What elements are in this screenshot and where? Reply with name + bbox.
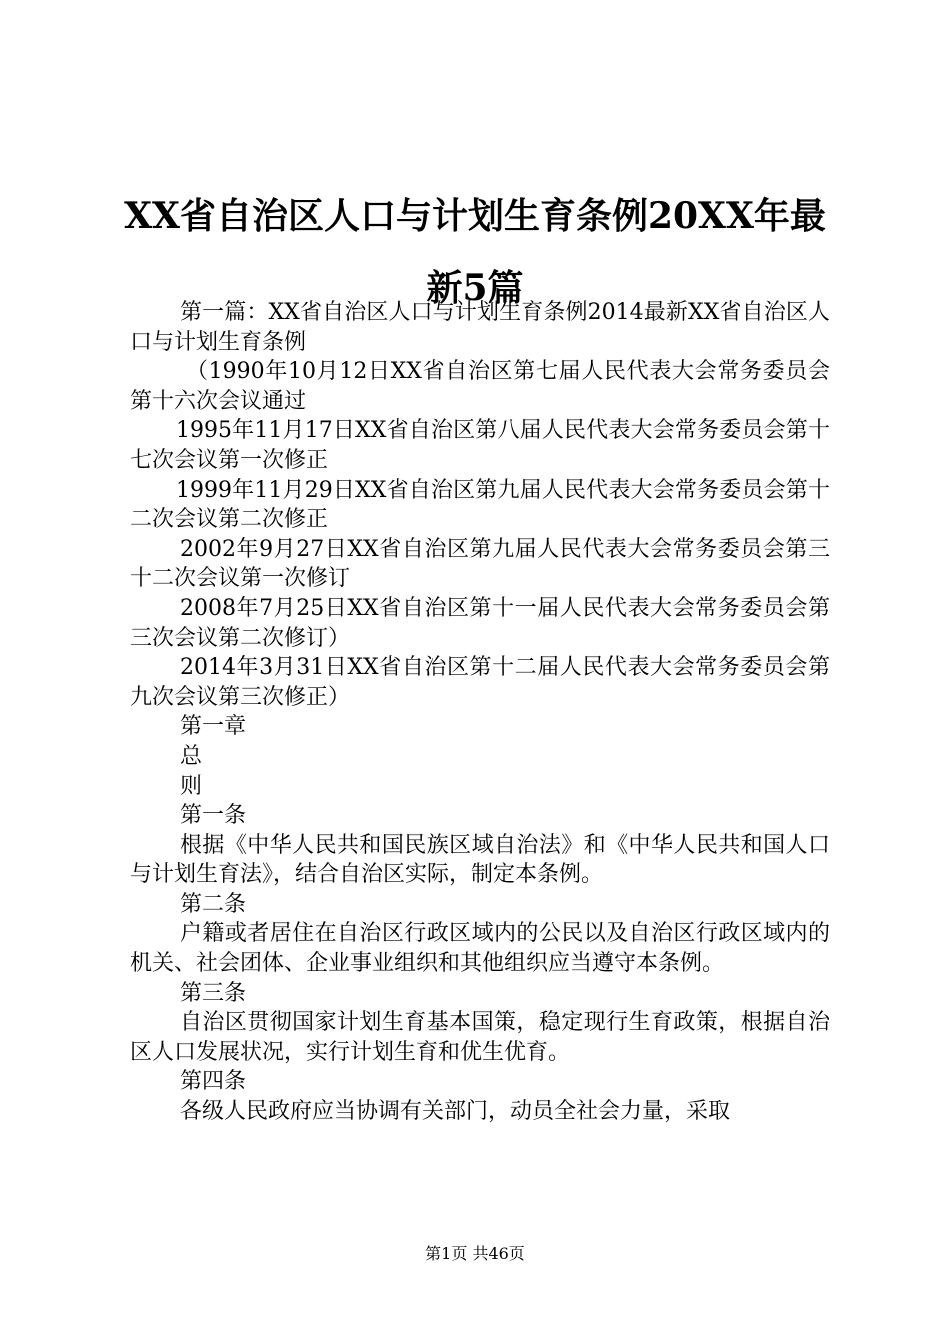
chapter-title-part-2: 则: [180, 773, 203, 799]
document-body: [130, 298, 830, 1127]
page-footer: 第1页 共46页: [425, 1244, 525, 1263]
paragraph-chapter-heading: 第一篇：XX省自治区人口与计划生育条例2014最新XX省自治区人口与计划生育条例: [130, 300, 830, 355]
paragraph-history-2014: 2014年3月31日XX省自治区第十二届人民代表大会常务委员会第九次会议第三次修正）: [130, 655, 830, 710]
article-4-text: 各级人民政府应当协调有关部门，动员全社会力量，采取: [180, 1099, 731, 1125]
paragraph-history-1990: （1990年10月12日XX省自治区第七届人民代表大会常务委员会第十六次会议通过: [130, 359, 830, 414]
article-1-heading: 第一条: [180, 803, 247, 829]
article-4-heading: 第四条: [180, 1069, 247, 1095]
paragraph-history-1999: 1999年11月29日XX省自治区第九届人民代表大会常务委员会第十二次会议第二次修正: [130, 477, 830, 533]
article-2-heading: 第二条: [180, 891, 247, 917]
article-1-text: 根据《中华人民共和国民族区域自治法》和《中华人民共和国人口与计划生育法》，结合自治区实际，制定本条例。: [130, 832, 830, 888]
chapter-heading: 第一章: [180, 714, 247, 740]
document-title: XX省自治区人口与计划生育条例20XX年最新5篇: [124, 195, 826, 309]
article-3-heading: 第三条: [180, 980, 247, 1006]
article-3-text: 自治区贯彻国家计划生育基本国策，稳定现行生育政策，根据自治区人口发展状况，实行计划生育和优生优育。: [130, 1010, 830, 1065]
paragraph-history-2008: 2008年7月25日XX省自治区第十一届人民代表大会常务委员会第三次会议第二次修订）: [130, 595, 830, 651]
paragraph-history-1995: 1995年11月17日XX省自治区第八届人民代表大会常务委员会第十七次会议第一次修正: [130, 418, 830, 473]
chapter-title-part-1: 总: [180, 743, 203, 769]
article-2-text: 户籍或者居住在自治区行政区域内的公民以及自治区行政区域内的机关、社会团体、企业事业组织和其他组织应当遵守本条例。: [130, 921, 830, 977]
paragraph-history-2002: 2002年9月27日XX省自治区第九届人民代表大会常务委员会第三十二次会议第一次修订: [130, 536, 830, 592]
